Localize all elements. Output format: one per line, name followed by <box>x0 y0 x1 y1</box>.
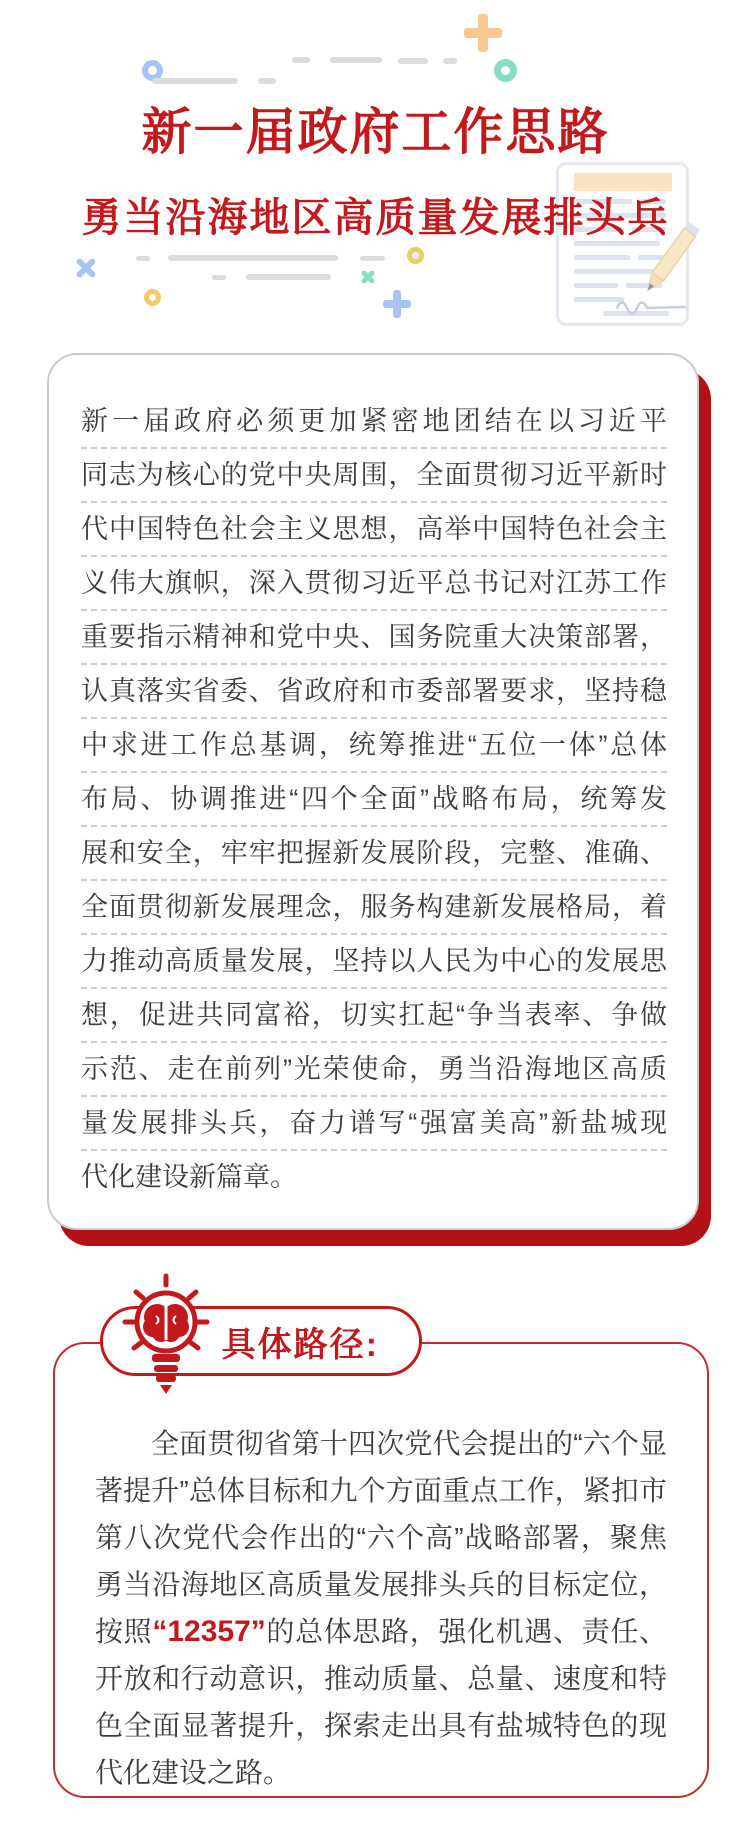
decor-dash <box>258 78 276 84</box>
plus-icon <box>383 290 411 318</box>
paragraph-line: 新一届政府必须更加紧密地团结在以习近平 <box>81 395 667 449</box>
paragraph-line: 展和安全，牢牢把握新发展阶段，完整、准确、 <box>81 827 667 881</box>
signature-squiggle-icon <box>615 294 687 316</box>
page-title: 新一届政府工作思路 <box>141 104 610 160</box>
lightbulb-brain-icon <box>116 1272 216 1398</box>
quote-paragraph <box>81 395 667 1205</box>
paragraph-line: 中求进工作总基调，统筹推进“五位一体”总体 <box>81 719 667 773</box>
paragraph-line: 同志为核心的党中央周围，全面贯彻习近平新时 <box>81 449 667 503</box>
paragraph-line: 全面贯彻新发展理念，服务构建新发展格局，着 <box>81 881 667 935</box>
section-title: 具体路径: <box>221 1325 379 1364</box>
decor-dash <box>398 58 428 64</box>
decor-dash <box>136 256 150 261</box>
decor-dash <box>330 57 382 63</box>
paragraph-line: 义伟大旗帜，深入贯彻习近平总书记对江苏工作 <box>81 557 667 611</box>
page-subtitle: 勇当沿海地区高质量发展排头兵 <box>81 196 670 240</box>
paragraph-line: 示范、走在前列”光荣使命，勇当沿海地区高质 <box>81 1043 667 1097</box>
circle-icon <box>407 247 424 264</box>
paragraph-line: 布局、协调推进“四个全面”战略布局，统筹发 <box>81 773 667 827</box>
quote-card <box>47 353 699 1230</box>
paragraph-line: 力推动高质量发展，坚持以人民为中心的发展思 <box>81 935 667 989</box>
paragraph-segment: 的总体思路，强化机遇、责任、开放和行动意识，推动质量、总量、速度和特色全面显著提升，探索走出具有盐城特色的现代化建设之路。 <box>95 1616 667 1788</box>
decor-dash <box>443 58 457 64</box>
x-icon <box>74 256 98 280</box>
paragraph-line: 代中国特色社会主义思想，高举中国特色社会主 <box>81 503 667 557</box>
paragraph-segment: 全面贯彻省第十四次党代会提出的“六个显著提升”总体目标和九个方面重点工作，紧扣市第八次党代会作出的“六个高”战略部署，聚焦勇当沿海地区高质量发展排头兵的目标定位，按照 <box>95 1428 667 1647</box>
paragraph-line: 量发展排头兵，奋力谱写“强富美高”新盐城现 <box>81 1097 667 1151</box>
decor-dash <box>212 275 226 280</box>
decor-dash <box>246 274 331 280</box>
path-paragraph <box>95 1420 667 1796</box>
path-paragraph-text <box>95 1420 667 1796</box>
x-icon <box>360 269 376 285</box>
decor-dash <box>168 255 338 261</box>
circle-icon <box>494 59 517 82</box>
decor-dash <box>360 256 385 261</box>
decor-dash <box>292 57 310 63</box>
paragraph-segment: “12357” <box>152 1615 266 1648</box>
circle-icon <box>144 289 161 306</box>
paragraph-line: 想，促进共同富裕，切实扛起“争当表率、争做 <box>81 989 667 1043</box>
paragraph-line: 重要指示精神和党中央、国务院重大决策部署， <box>81 611 667 665</box>
paragraph-line: 认真落实省委、省政府和市委部署要求，坚持稳 <box>81 665 667 719</box>
decor-dash <box>152 78 238 84</box>
paragraph-line: 代化建设新篇章。 <box>81 1162 297 1192</box>
plus-icon <box>464 14 502 52</box>
